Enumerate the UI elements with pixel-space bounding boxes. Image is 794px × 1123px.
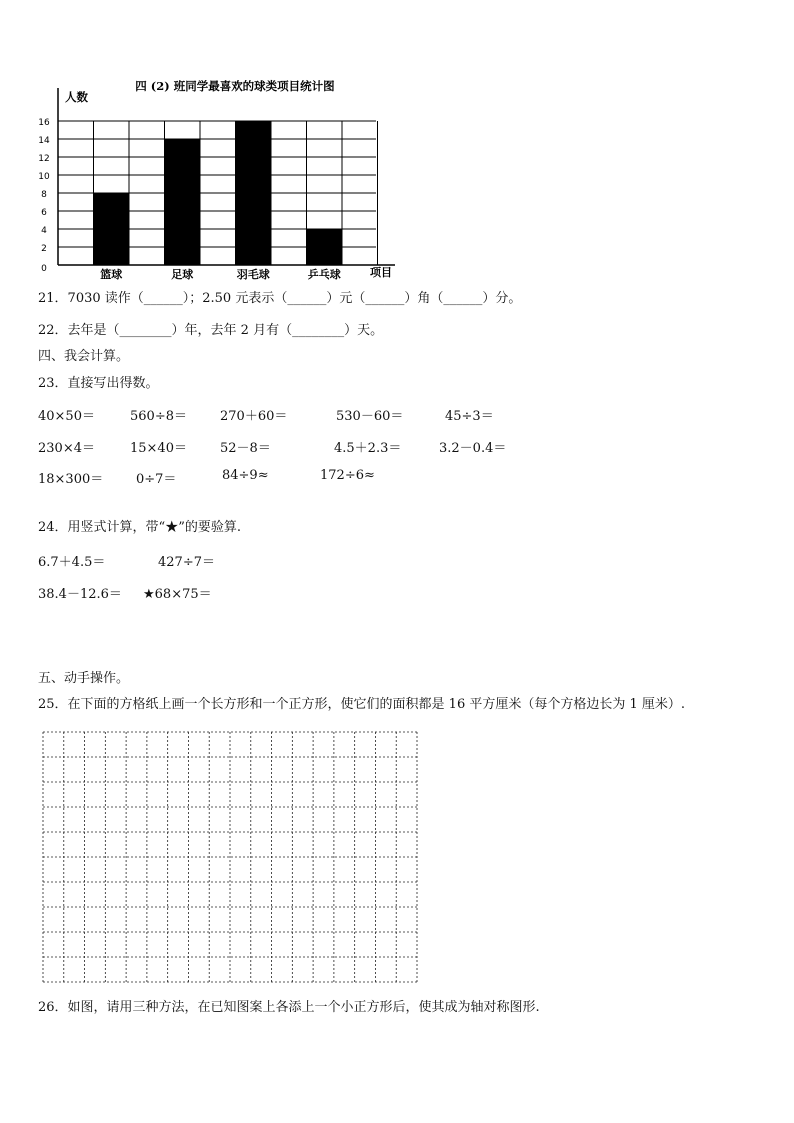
calc-item: 18×300＝	[38, 472, 104, 487]
calc-item: 4.5＋2.3＝	[334, 441, 402, 456]
x-tick-label: 篮球	[100, 268, 123, 281]
y-tick-label: 0	[41, 264, 47, 274]
y-tick-label: 14	[38, 136, 50, 146]
y-tick-label: 4	[41, 226, 47, 236]
calc-item: 15×40＝	[130, 441, 187, 456]
question-26: 26．如图，请用三种方法，在已知图案上各添上一个小正方形后，使其成为轴对称图形.	[38, 1000, 540, 1015]
calc-item: 230×4＝	[38, 441, 95, 456]
grid-paper[interactable]	[42, 731, 418, 983]
calc-item: 3.2－0.4＝	[439, 441, 507, 456]
calc-item: 560÷8＝	[130, 409, 187, 424]
calc-item: 530－60＝	[336, 409, 404, 424]
calc-item: ★68×75＝	[143, 587, 212, 602]
calc-item: 0÷7＝	[136, 472, 177, 487]
calc-item: 427÷7＝	[158, 555, 215, 570]
y-tick-label: 10	[38, 172, 50, 182]
x-tick-label: 乒乓球	[307, 268, 341, 281]
bar-0	[94, 193, 130, 265]
calc-item: 40×50＝	[38, 409, 95, 424]
question-22: 22．去年是（________）年，去年 2 月有（________）天。	[38, 323, 384, 338]
chart-y-ticks	[38, 118, 50, 274]
y-tick-label: 2	[41, 244, 47, 254]
calc-item: 52－8＝	[220, 441, 271, 456]
chart-x-ticks	[100, 267, 341, 281]
calc-item: 45÷3＝	[445, 409, 494, 424]
x-tick-label: 羽毛球	[236, 268, 270, 281]
question-24-title: 24．用竖式计算，带“★”的要验算.	[38, 520, 241, 535]
chart-title: 四 (2) 班同学最喜欢的球类项目统计图	[135, 79, 335, 93]
calc-item: 270＋60＝	[220, 409, 288, 424]
ball-sports-bar-chart	[0, 0, 420, 290]
question-21: 21．7030 读作（______）；2.50 元表示（______）元（______）角（______）分。	[38, 291, 522, 306]
y-tick-label: 6	[41, 208, 47, 218]
bar-2	[236, 121, 272, 265]
x-tick-label: 足球	[171, 268, 194, 281]
bar-1	[165, 139, 201, 265]
calc-item: 6.7＋4.5＝	[38, 555, 106, 570]
calc-item: 84÷9≈	[222, 468, 269, 483]
chart-x-label: 项目	[370, 266, 392, 279]
y-tick-label: 16	[38, 118, 50, 128]
bar-3	[307, 229, 343, 265]
question-23-title: 23．直接写出得数。	[38, 376, 159, 391]
section-5-heading: 五、动手操作。	[38, 671, 130, 686]
calc-item: 38.4－12.6＝	[38, 587, 122, 602]
question-25: 25．在下面的方格纸上画一个长方形和一个正方形，使它们的面积都是 16 平方厘米（每个方格边长为 1 厘米）.	[38, 697, 686, 712]
y-tick-label: 12	[38, 154, 50, 164]
chart-y-label: 人数	[65, 90, 88, 104]
calc-item: 172÷6≈	[320, 468, 375, 483]
y-tick-label: 8	[41, 190, 47, 200]
section-4-heading: 四、我会计算。	[38, 349, 130, 364]
